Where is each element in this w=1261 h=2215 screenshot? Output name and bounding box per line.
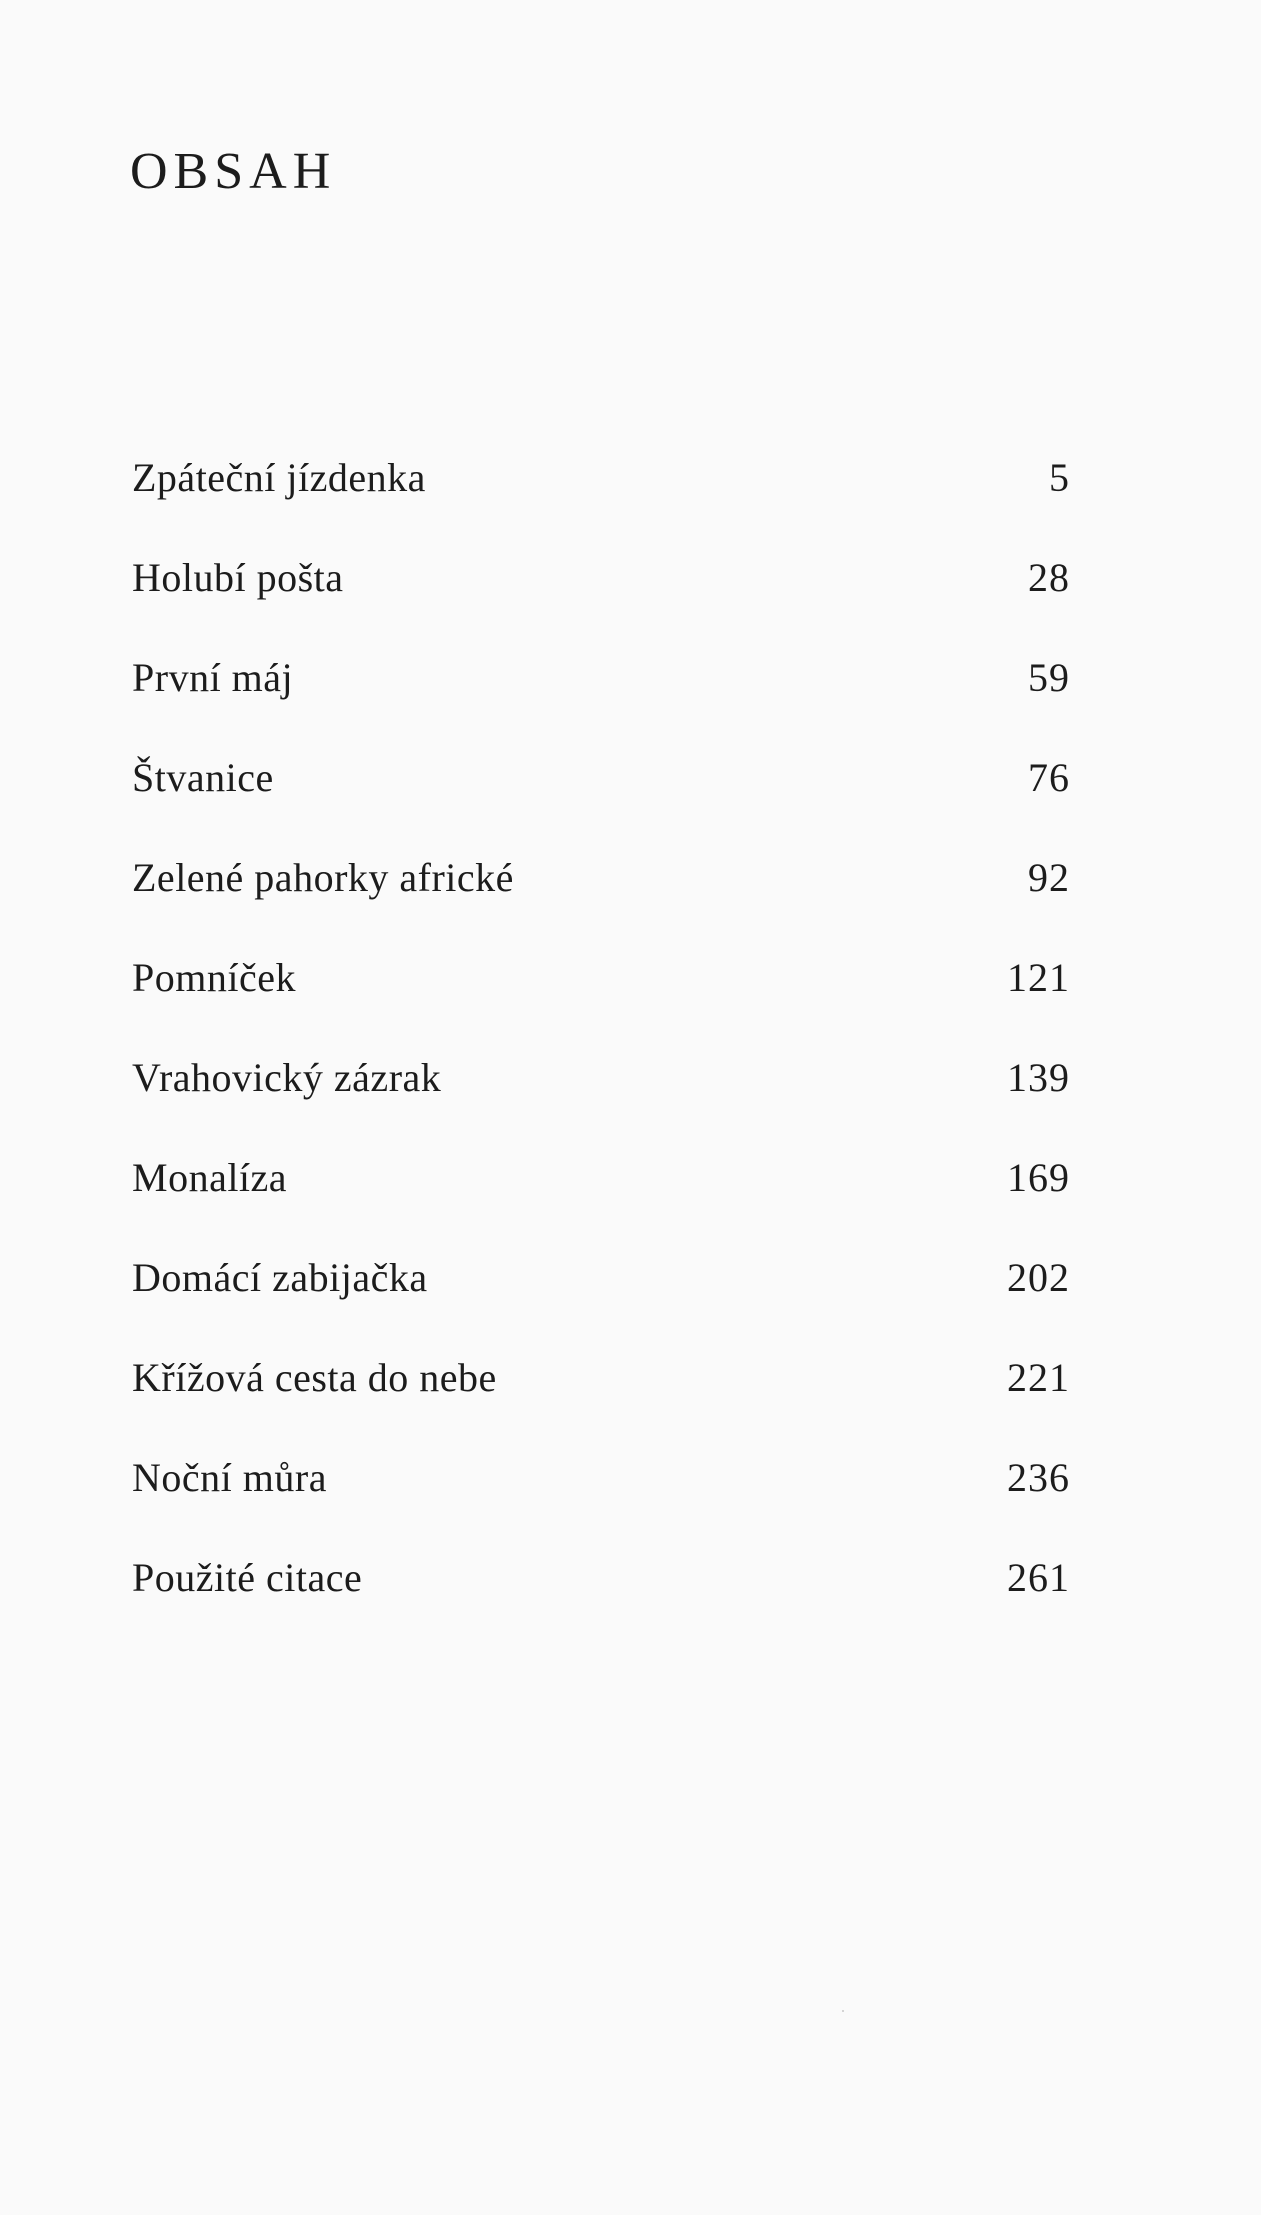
toc-entry-title: První máj	[132, 655, 294, 700]
toc-entry-page-number: 76	[1028, 755, 1070, 800]
toc-entry-title: Štvanice	[132, 755, 274, 800]
toc-entry	[132, 748, 1070, 848]
toc-entry-title: Vrahovický zázrak	[132, 1055, 442, 1100]
toc-entry	[132, 548, 1070, 648]
toc-entry	[132, 1548, 1070, 1648]
toc-entry-title: Křížová cesta do nebe	[132, 1355, 497, 1400]
toc-entry	[132, 448, 1070, 548]
toc-entry-page-number: 121	[1007, 955, 1070, 1000]
toc-entry-page-number: 5	[1049, 455, 1070, 500]
toc-entry	[132, 948, 1070, 1048]
toc-entry-page-number: 139	[1007, 1055, 1070, 1100]
toc-entry-title: Noční můra	[132, 1455, 327, 1500]
toc-entry-title: Pomníček	[132, 955, 296, 1000]
toc-entry	[132, 1048, 1070, 1148]
toc-entry-page-number: 169	[1007, 1155, 1070, 1200]
toc-entry-page-number: 28	[1028, 555, 1070, 600]
toc-entry	[132, 848, 1070, 948]
toc-entry-title: Monalíza	[132, 1155, 288, 1200]
toc-entry-page-number: 236	[1007, 1455, 1070, 1500]
table-of-contents	[132, 448, 1070, 1648]
toc-entry-page-number: 202	[1007, 1255, 1070, 1300]
toc-entry-page-number: 59	[1028, 655, 1070, 700]
toc-entry-page-number: 261	[1007, 1555, 1070, 1600]
toc-entry	[132, 1448, 1070, 1548]
toc-entry	[132, 648, 1070, 748]
toc-entry-title: Holubí pošta	[132, 555, 344, 600]
toc-entry	[132, 1148, 1070, 1248]
page-title: OBSAH	[130, 143, 337, 200]
toc-entry	[132, 1248, 1070, 1348]
toc-entry-page-number: 92	[1028, 855, 1070, 900]
toc-entry	[132, 1348, 1070, 1448]
toc-entry-title: Zelené pahorky africké	[132, 855, 514, 900]
toc-entry-title: Domácí zabijačka	[132, 1255, 428, 1300]
toc-entry-title: Zpáteční jízdenka	[132, 455, 426, 500]
toc-entry-title: Použité citace	[132, 1555, 363, 1600]
paper-speck	[842, 2010, 844, 2012]
toc-entry-page-number: 221	[1007, 1355, 1070, 1400]
